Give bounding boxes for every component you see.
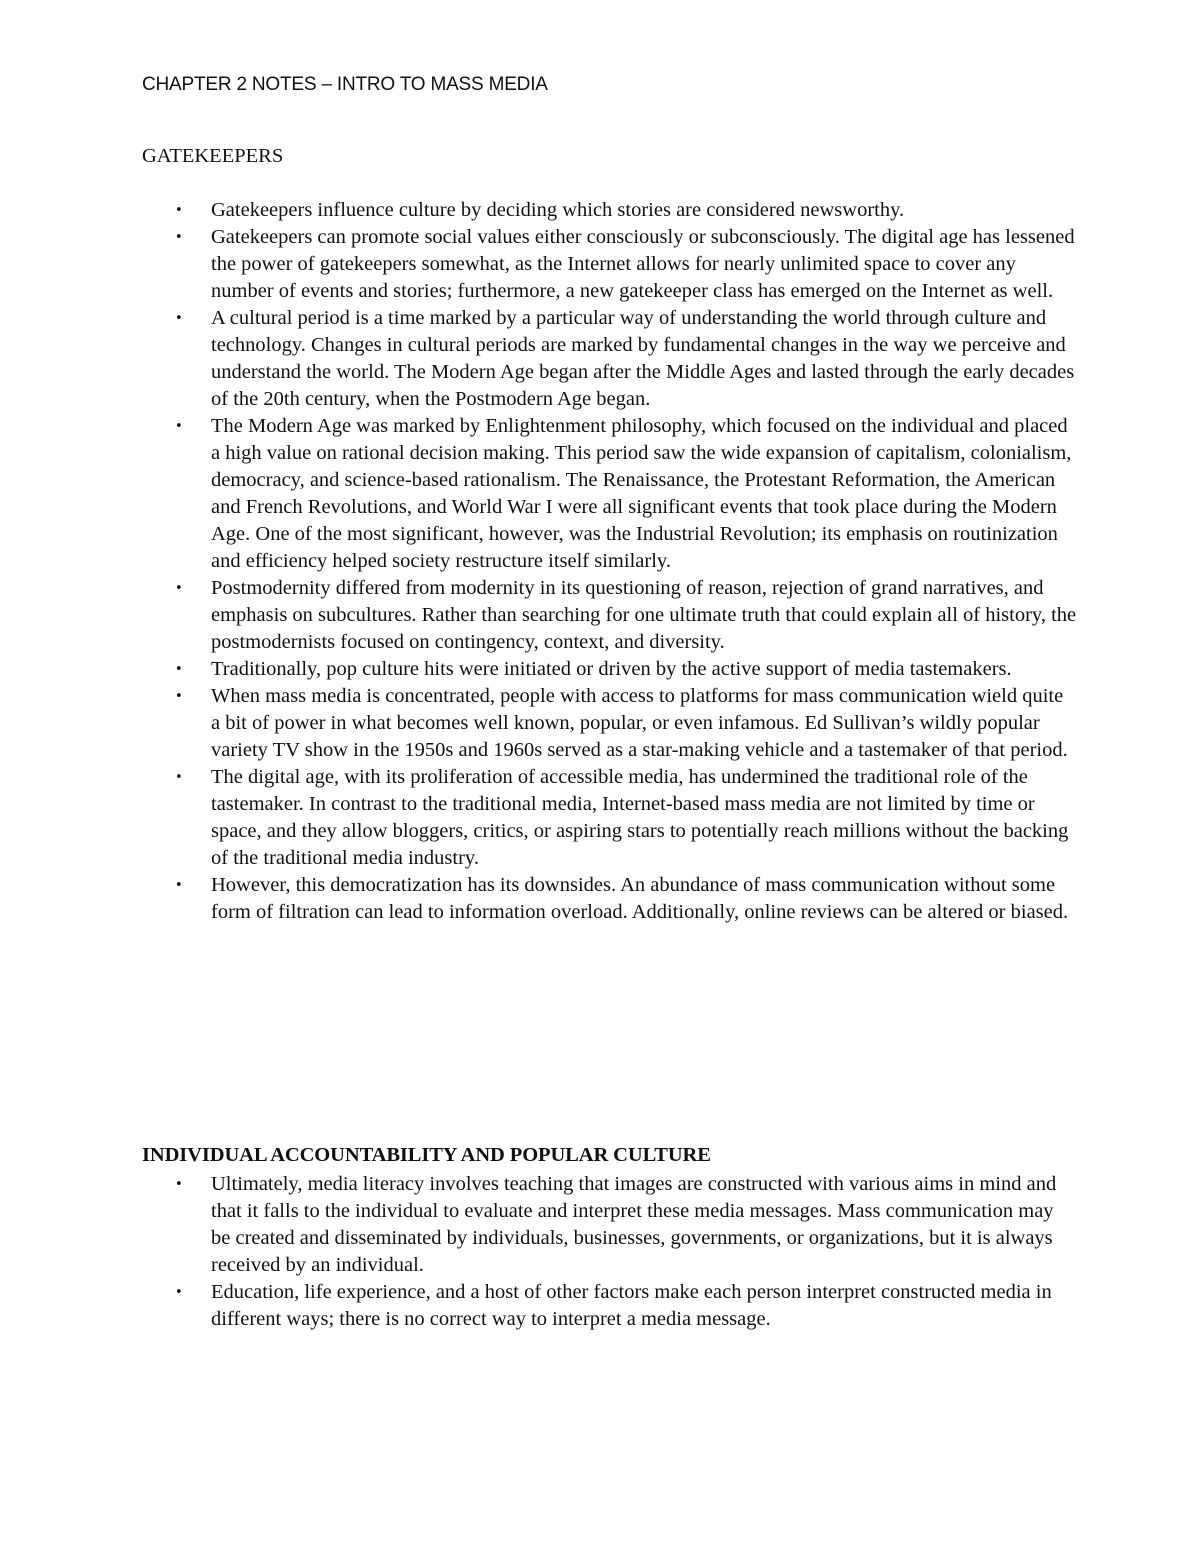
list-item <box>142 1279 1077 1333</box>
list-item-text: Education, life experience, and a host of other factors make each person interpret constructed media in different ways; there is no correct way to interpret a media message. <box>211 1281 1052 1330</box>
list-item <box>142 872 1077 926</box>
list-item <box>142 413 1077 575</box>
list-item-text: A cultural period is a time marked by a particular way of understanding the world through culture and technology. Changes in cultural periods are marked by fundamental changes in the way we perceive and understand the world. The Modern Age began after the Middle Ages and lasted through the early decades of the 20th century, when the Postmodern Age began. <box>211 307 1075 410</box>
section-heading-gatekeepers: GATEKEEPERS <box>142 145 284 167</box>
bullet-icon: • <box>175 203 183 218</box>
bullet-list-accountability <box>142 1171 1077 1333</box>
list-item-text: Gatekeepers influence culture by deciding which stories are considered newsworthy. <box>211 199 905 221</box>
list-item-text: Postmodernity differed from modernity in its questioning of reason, rejection of grand narratives, and emphasis on subcultures. Rather than searching for one ultimate truth that could explain all of history, the postmodernists focused on contingency, context, and diversity. <box>211 577 1077 653</box>
list-item <box>142 305 1077 413</box>
list-item <box>142 224 1077 305</box>
bullet-icon: • <box>175 770 183 785</box>
list-item-text: Gatekeepers can promote social values either consciously or subconsciously. The digital age has lessened the power of gatekeepers somewhat, as the Internet allows for nearly unlimited space to cover any number of events and stories; furthermore, a new gatekeeper class has emerged on the Internet as well. <box>211 226 1075 302</box>
list-item-text: The Modern Age was marked by Enlightenment philosophy, which focused on the individual and placed a high value on rational decision making. This period saw the wide expansion of capitalism, colonialism, democracy, and science-based rationalism. The Renaissance, the Protestant Reformation, the American and French Revolutions, and World War I were all significant events that took place during the Modern Age. One of the most significant, however, was the Industrial Revolution; its emphasis on routinization and efficiency helped society restructure itself similarly. <box>211 415 1072 572</box>
list-item <box>142 1171 1077 1279</box>
list-item-text: Ultimately, media literacy involves teaching that images are constructed with various aims in mind and that it falls to the individual to evaluate and interpret these media messages. Mass communication may be created and disseminated by individuals, businesses, governments, or organizations, but it is always received by an individual. <box>211 1173 1057 1276</box>
section-heading-individual-accountability: INDIVIDUAL ACCOUNTABILITY AND POPULAR CULTURE <box>142 1144 711 1166</box>
bullet-icon: • <box>175 311 183 326</box>
list-item-text: The digital age, with its proliferation of accessible media, has undermined the traditional role of the tastemaker. In contrast to the traditional media, Internet-based mass media are not limited by time or space, and they allow bloggers, critics, or aspiring stars to potentially reach millions without the backing of the traditional media industry. <box>211 766 1069 869</box>
list-item <box>142 656 1077 683</box>
bullet-icon: • <box>175 419 183 434</box>
list-item <box>142 764 1077 872</box>
bullet-icon: • <box>175 1285 183 1300</box>
bullet-list-gatekeepers <box>142 197 1077 926</box>
list-item-text: Traditionally, pop culture hits were initiated or driven by the active support of media tastemakers. <box>211 658 1012 680</box>
bullet-icon: • <box>175 662 183 677</box>
list-item <box>142 197 1077 224</box>
bullet-icon: • <box>175 689 183 704</box>
bullet-icon: • <box>175 230 183 245</box>
document-title: CHAPTER 2 NOTES – INTRO TO MASS MEDIA <box>142 74 548 95</box>
list-item-text: However, this democratization has its downsides. An abundance of mass communication without some form of filtration can lead to information overload. Additionally, online reviews can be altered or biased. <box>211 874 1069 923</box>
bullet-icon: • <box>175 581 183 596</box>
bullet-icon: • <box>175 1177 183 1192</box>
list-item <box>142 683 1077 764</box>
bullet-icon: • <box>175 878 183 893</box>
list-item <box>142 575 1077 656</box>
list-item-text: When mass media is concentrated, people with access to platforms for mass communication wield quite a bit of power in what becomes well known, popular, or even infamous. Ed Sullivan’s wildly popular variety TV show in the 1950s and 1960s served as a star-making vehicle and a tastemaker of that period. <box>211 685 1068 761</box>
